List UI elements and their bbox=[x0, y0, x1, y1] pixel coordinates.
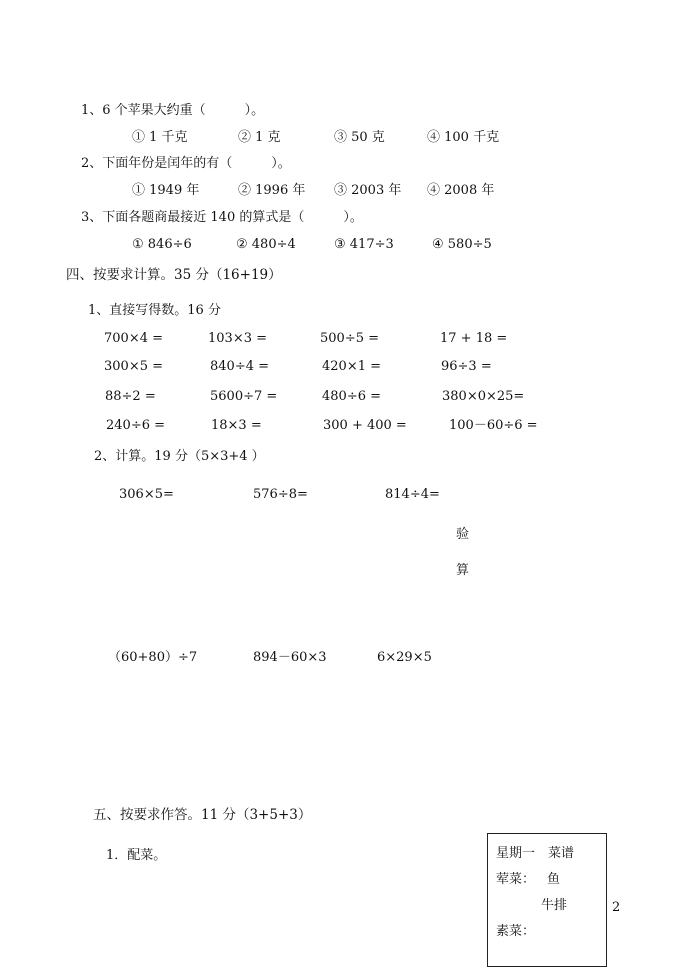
part1-title: 1、直接写得数。16 分 bbox=[88, 303, 221, 318]
oral-calc-item: 500÷5 = bbox=[320, 331, 380, 346]
q3-option-3: ③ 417÷3 bbox=[334, 237, 394, 252]
q3-option-2: ② 480÷4 bbox=[236, 237, 296, 252]
q1-option-2: ② 1 克 bbox=[238, 130, 281, 145]
oral-calc-item: 88÷2 = bbox=[105, 389, 156, 404]
oral-calc-item: 300×5 = bbox=[104, 359, 164, 374]
mixed-calc-item: 894－60×3 bbox=[253, 650, 327, 665]
check-label-2: 算 bbox=[456, 563, 470, 578]
oral-calc-item: 840÷4 = bbox=[210, 359, 270, 374]
vertical-calc-item: 814÷4= bbox=[385, 487, 440, 502]
q1-option-1: ① 1 千克 bbox=[132, 130, 188, 145]
oral-calc-item: 300 + 400 = bbox=[323, 418, 407, 433]
oral-calc-item: 103×3 = bbox=[208, 331, 268, 346]
menu-veg-label: 素菜： bbox=[496, 924, 536, 939]
oral-calc-item: 420×1 = bbox=[322, 359, 382, 374]
q1-stem: 1、6 个苹果大约重（ ）。 bbox=[81, 103, 265, 118]
oral-calc-item: 5600÷7 = bbox=[210, 389, 278, 404]
oral-calc-item: 100－60÷6 = bbox=[449, 418, 538, 433]
section4-title: 四、按要求计算。35 分（16+19） bbox=[66, 267, 282, 283]
oral-calc-item: 380×0×25= bbox=[442, 389, 525, 404]
oral-calc-item: 700×4 = bbox=[104, 331, 164, 346]
mixed-calc-item: （60+80）÷7 bbox=[108, 650, 198, 665]
oral-calc-item: 240÷6 = bbox=[106, 418, 166, 433]
mixed-calc-item: 6×29×5 bbox=[377, 650, 432, 665]
part2-title: 2、计算。19 分（5×3+4 ） bbox=[94, 449, 265, 464]
oral-calc-item: 17 + 18 = bbox=[440, 331, 508, 346]
menu-meat-label: 荤菜： bbox=[496, 872, 536, 887]
oral-calc-item: 18×3 = bbox=[211, 418, 262, 433]
q2-option-3: ③ 2003 年 bbox=[334, 183, 402, 198]
page-number: 2 bbox=[612, 900, 621, 915]
menu-meat-item-1: 鱼 bbox=[547, 872, 561, 887]
vertical-calc-item: 306×5= bbox=[119, 487, 174, 502]
q1-option-4: ④ 100 千克 bbox=[427, 130, 500, 145]
q1-option-3: ③ 50 克 bbox=[334, 130, 385, 145]
menu-meat-item-2: 牛排 bbox=[541, 898, 568, 913]
section5-title: 五、按要求作答。11 分（3+5+3） bbox=[93, 807, 312, 823]
vertical-calc-item: 576÷8= bbox=[253, 487, 308, 502]
check-label-1: 验 bbox=[456, 527, 470, 542]
oral-calc-item: 480÷6 = bbox=[322, 389, 382, 404]
menu-title: 星期一 菜谱 bbox=[496, 846, 575, 861]
q3-option-4: ④ 580÷5 bbox=[432, 237, 492, 252]
q3-option-1: ① 846÷6 bbox=[132, 237, 192, 252]
q3-stem: 3、下面各题商最接近 140 的算式是（ ）。 bbox=[81, 210, 363, 225]
q2-option-2: ② 1996 年 bbox=[238, 183, 306, 198]
section5-q1: 1．配菜。 bbox=[106, 848, 167, 863]
q2-option-4: ④ 2008 年 bbox=[427, 183, 495, 198]
q2-stem: 2、下面年份是闰年的有（ ）。 bbox=[81, 156, 291, 171]
q2-option-1: ① 1949 年 bbox=[132, 183, 200, 198]
oral-calc-item: 96÷3 = bbox=[441, 359, 492, 374]
